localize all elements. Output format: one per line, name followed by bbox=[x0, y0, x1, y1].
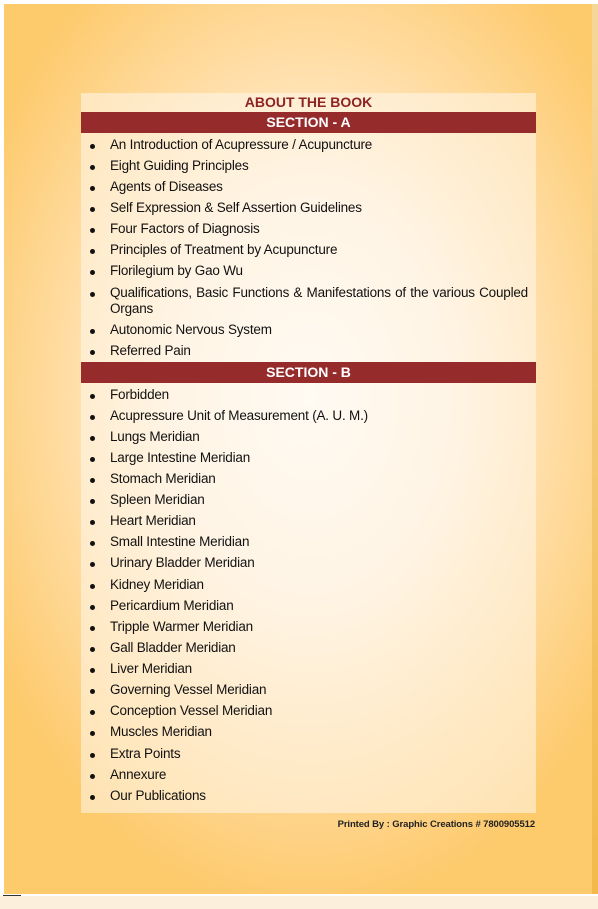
section-a-item: Referred Pain bbox=[110, 343, 191, 358]
section-b-item: Heart Meridian bbox=[110, 513, 196, 528]
bullet-icon bbox=[90, 186, 95, 191]
bullet-icon bbox=[90, 605, 95, 610]
section-b-item: Urinary Bladder Meridian bbox=[110, 555, 255, 570]
crop-mark bbox=[3, 895, 21, 896]
printer-credit: Printed By : Graphic Creations # 7800905512 bbox=[337, 819, 535, 830]
section-b-item: Acupressure Unit of Measurement (A. U. M.) bbox=[110, 408, 368, 423]
bullet-icon bbox=[90, 520, 95, 525]
bullet-icon bbox=[90, 457, 95, 462]
section-a-item: Qualifications, Basic Functions & Manifestations of the various Coupled Organs bbox=[110, 285, 528, 316]
bullet-icon bbox=[90, 710, 95, 715]
section-a-item: Agents of Diseases bbox=[110, 179, 223, 194]
section-b-item: Kidney Meridian bbox=[110, 577, 204, 592]
section-a-item: Autonomic Nervous System bbox=[110, 322, 272, 337]
bullet-icon bbox=[90, 584, 95, 589]
bullet-icon bbox=[90, 499, 95, 504]
section-a-item: Florilegium by Gao Wu bbox=[110, 263, 243, 278]
bullet-icon bbox=[90, 647, 95, 652]
bullet-icon bbox=[90, 541, 95, 546]
section-b-item: Large Intestine Meridian bbox=[110, 450, 251, 465]
bullet-icon bbox=[90, 394, 95, 399]
bullet-icon bbox=[90, 228, 95, 233]
bullet-icon bbox=[90, 436, 95, 441]
bullet-icon bbox=[90, 731, 95, 736]
bottom-margin bbox=[0, 896, 598, 909]
bullet-icon bbox=[90, 329, 95, 334]
bullet-icon bbox=[90, 626, 95, 631]
section-b-item: Stomach Meridian bbox=[110, 471, 216, 486]
bullet-icon bbox=[90, 774, 95, 779]
section-a-heading: SECTION - A bbox=[81, 112, 536, 133]
bullet-icon bbox=[90, 207, 95, 212]
page-edge bbox=[592, 4, 598, 894]
section-a-item: Principles of Treatment by Acupuncture bbox=[110, 242, 338, 257]
section-b-item: Liver Meridian bbox=[110, 661, 192, 676]
section-b-item: Our Publications bbox=[110, 788, 206, 803]
section-b-item: Small Intestine Meridian bbox=[110, 534, 250, 549]
section-b-item: Conception Vessel Meridian bbox=[110, 703, 273, 718]
section-b-item: Annexure bbox=[110, 767, 167, 782]
bullet-icon bbox=[90, 478, 95, 483]
section-a-item: An Introduction of Acupressure / Acupuncture bbox=[110, 137, 373, 152]
section-a-item: Self Expression & Self Assertion Guidelines bbox=[110, 200, 362, 215]
bullet-icon bbox=[90, 795, 95, 800]
section-b-item: Tripple Warmer Meridian bbox=[110, 619, 253, 634]
about-the-book-title: ABOUT THE BOOK bbox=[244, 94, 373, 110]
bullet-icon bbox=[90, 270, 95, 275]
section-b-item: Forbidden bbox=[110, 387, 169, 402]
bullet-icon bbox=[90, 562, 95, 567]
bullet-icon bbox=[90, 689, 95, 694]
section-a-item: Four Factors of Diagnosis bbox=[110, 221, 260, 236]
bullet-icon bbox=[90, 415, 95, 420]
bullet-icon bbox=[90, 350, 95, 355]
section-b-item: Extra Points bbox=[110, 746, 181, 761]
section-b-item: Gall Bladder Meridian bbox=[110, 640, 236, 655]
bullet-icon bbox=[90, 668, 95, 673]
section-b-heading: SECTION - B bbox=[81, 362, 536, 383]
bullet-icon bbox=[90, 249, 95, 254]
section-b-item: Muscles Meridian bbox=[110, 724, 212, 739]
bullet-icon bbox=[90, 292, 95, 297]
bullet-icon bbox=[90, 753, 95, 758]
section-b-item: Governing Vessel Meridian bbox=[110, 682, 267, 697]
section-a-item: Eight Guiding Principles bbox=[110, 158, 249, 173]
section-b-item: Pericardium Meridian bbox=[110, 598, 234, 613]
section-b-item: Spleen Meridian bbox=[110, 492, 205, 507]
bullet-icon bbox=[90, 144, 95, 149]
section-b-item: Lungs Meridian bbox=[110, 429, 200, 444]
bullet-icon bbox=[90, 165, 95, 170]
